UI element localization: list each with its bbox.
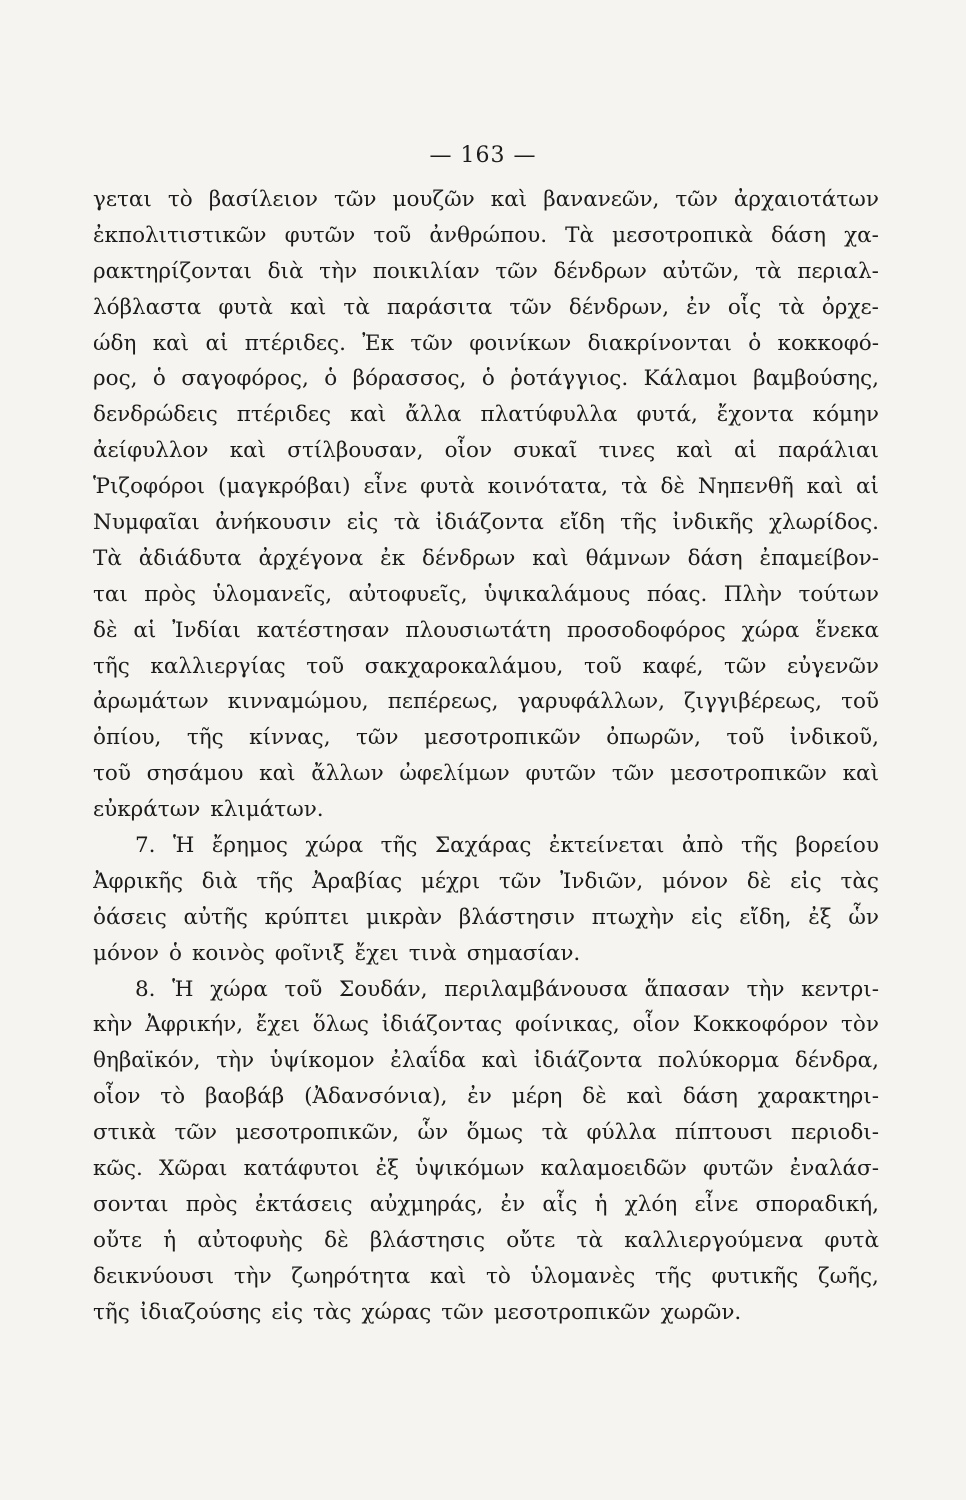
text-line: δενδρώδεις πτέριδες καὶ ἄλλα πλατύφυλλα φυτά, ἔχοντα κόμην: [93, 402, 879, 428]
text-line: σονται πρὸς ἐκτάσεις αὐχμηράς, ἐν αἷς ἡ χλόη εἶνε σποραδική,: [93, 1191, 879, 1217]
text-line: ὀπίου, τῆς κίννας, τῶν μεσοτροπικῶν ὀπωρῶν, τοῦ ἰνδικοῦ,: [93, 725, 879, 751]
text-line: τῆς καλλιεργίας τοῦ σακχαροκαλάμου, τοῦ καφέ, τῶν εὐγενῶν: [93, 653, 879, 679]
text-line: 8. Ἡ χώρα τοῦ Σουδάν, περιλαμβάνουσα ἅπασαν τὴν κεντρι-: [135, 976, 879, 1002]
text-line: μόνον ὁ κοινὸς φοῖνιξ ἔχει τινὰ σημασίαν.: [93, 940, 581, 966]
text-line: Ἀφρικῆς διὰ τῆς Ἀραβίας μέχρι τῶν Ἰνδιῶν, μόνον δὲ εἰς τὰς: [93, 868, 879, 894]
page-number: — 163 —: [429, 143, 537, 168]
text-line: λόβλαστα φυτὰ καὶ τὰ παράσιτα τῶν δένδρων, ἐν οἷς τὰ ὀρχε-: [93, 294, 879, 320]
text-line: δὲ αἱ Ἰνδίαι κατέστησαν πλουσιωτάτη προσοδοφόρος χώρα ἕνεκα: [93, 617, 879, 643]
text-line: 7. Ἡ ἔρημος χώρα τῆς Σαχάρας ἐκτείνεται ἀπὸ τῆς βορείου: [135, 833, 879, 859]
text-line: οἷον τὸ βαοβάβ (Ἀδανσόνια), ἐν μέρη δὲ καὶ δάση χαρακτηρι-: [93, 1084, 879, 1110]
text-line: γεται τὸ βασίλειον τῶν μουζῶν καὶ βανανεῶν, τῶν ἀρχαιοτάτων: [93, 187, 879, 212]
text-line: στικὰ τῶν μεσοτροπικῶν, ὧν ὅμως τὰ φύλλα πίπτουσι περιοδι-: [93, 1120, 879, 1146]
text-line: ἀείφυλλον καὶ στίλβουσαν, οἷον συκαῖ τινες καὶ αἱ παράλιαι: [93, 438, 879, 464]
text-line: ἐκπολιτιστικῶν φυτῶν τοῦ ἀνθρώπου. Τὰ μεσοτροπικὰ δάση χα-: [93, 222, 879, 248]
text-line: ὀάσεις αὐτῆς κρύπτει μικρὰν βλάστησιν πτωχὴν εἰς εἴδη, ἐξ ὧν: [93, 904, 879, 930]
text-line: τοῦ σησάμου καὶ ἄλλων ὠφελίμων φυτῶν τῶν μεσοτροπικῶν καὶ: [93, 761, 879, 787]
text-line: τῆς ἰδιαζούσης εἰς τὰς χώρας τῶν μεσοτροπικῶν χωρῶν.: [93, 1299, 742, 1325]
text-line: δεικνύουσι τὴν ζωηρότητα καὶ τὸ ὑλομανὲς τῆς φυτικῆς ζωῆς,: [93, 1263, 879, 1289]
text-line: κῶς. Χῶραι κατάφυτοι ἐξ ὑψικόμων καλαμοειδῶν φυτῶν ἐναλάσ-: [93, 1156, 879, 1182]
text-line: ρακτηρίζονται διὰ τὴν ποικιλίαν τῶν δένδρων αὐτῶν, τὰ περιαλ-: [93, 258, 879, 284]
text-line: οὔτε ἡ αὐτοφυὴς δὲ βλάστησις οὔτε τὰ καλλιεργούμενα φυτὰ: [93, 1227, 879, 1253]
text-line: ἀρωμάτων κινναμώμου, πεπέρεως, γαρυφάλλων, ζιγγιβέρεως, τοῦ: [93, 689, 879, 715]
text-line: ρος, ὁ σαγοφόρος, ὁ βόρασσος, ὁ ῥοτάγγιος. Κάλαμοι βαμβούσης,: [93, 366, 879, 392]
text-line: κὴν Ἀφρικήν, ἔχει ὅλως ἰδιάζοντας φοίνικας, οἷον Κοκκοφόρον τὸν: [93, 1012, 879, 1038]
text-line: ται πρὸς ὑλομανεῖς, αὐτοφυεῖς, ὑψικαλάμους πόας. Πλὴν τούτων: [93, 581, 879, 607]
text-line: Νυμφαῖαι ἀνήκουσιν εἰς τὰ ἰδιάζοντα εἴδη τῆς ἰνδικῆς χλωρίδος.: [93, 510, 879, 536]
text-line: θηβαϊκόν, τὴν ὑψίκομον ἐλαΐδα καὶ ἰδιάζοντα πολύκορμα δένδρα,: [93, 1048, 879, 1074]
text-line: Τὰ ἀδιάδυτα ἀρχέγονα ἐκ δένδρων καὶ θάμνων δάση ἐπαμείβον-: [93, 545, 879, 571]
body-text: [93, 182, 879, 1331]
text-line: ώδη καὶ αἱ πτέριδες. Ἐκ τῶν φοινίκων διακρίνονται ὁ κοκκοφό-: [93, 330, 879, 356]
text-line: Ῥιζοφόροι (μαγκρόβαι) εἶνε φυτὰ κοινότατα, τὰ δὲ Νηπενθῆ καὶ αἱ: [93, 474, 879, 500]
text-line: εὐκράτων κλιμάτων.: [93, 797, 324, 823]
